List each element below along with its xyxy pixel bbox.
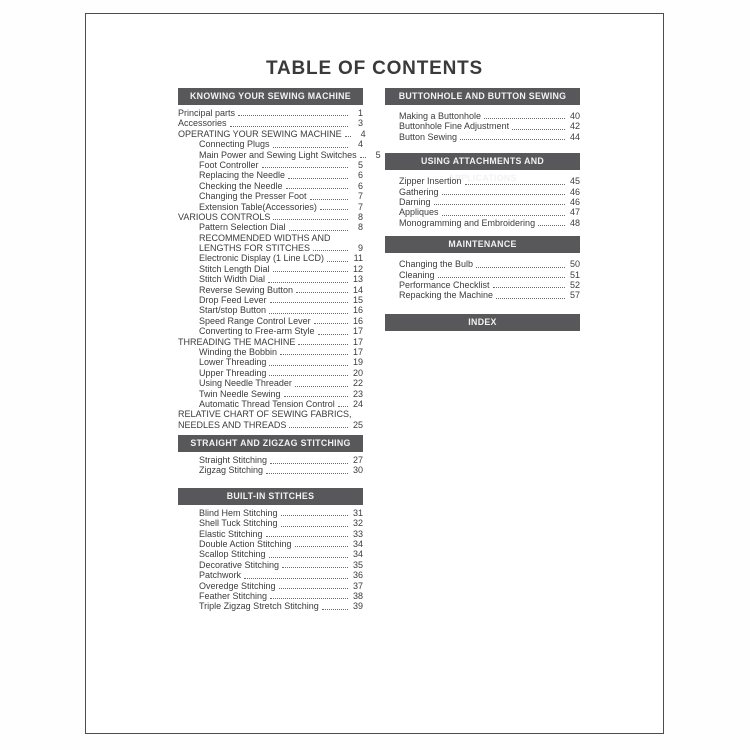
toc-entry xyxy=(178,560,363,570)
section-entries xyxy=(178,455,363,476)
toc-entry xyxy=(178,233,363,243)
toc-entry xyxy=(178,368,363,378)
section-header-bar: BUILT-IN STITCHES xyxy=(178,488,363,505)
toc-entry xyxy=(178,337,363,347)
toc-entry xyxy=(385,111,580,121)
toc-entry xyxy=(178,274,363,284)
toc-entry xyxy=(178,212,363,222)
toc-entry-label: Buttonhole Fine Adjustment xyxy=(399,121,510,132)
toc-entry xyxy=(178,529,363,539)
toc-entry-page-number: 38 xyxy=(352,591,363,601)
dot-leader xyxy=(322,609,348,610)
toc-entry-label: Performance Checklist xyxy=(399,279,490,290)
toc-entry-label: NEEDLES AND THREADS xyxy=(178,419,287,430)
toc-entry-label: Zipper Insertion xyxy=(399,176,462,187)
toc-entry-page-number: 45 xyxy=(569,176,580,187)
toc-entry-page-number: 35 xyxy=(352,559,363,570)
toc-entry-page-number: 7 xyxy=(357,201,363,212)
page-title: TABLE OF CONTENTS xyxy=(266,58,483,79)
toc-entry xyxy=(178,409,363,419)
toc-entry xyxy=(385,218,580,228)
toc-entry-page-number: 4 xyxy=(357,139,363,150)
toc-entry-page-number: 17 xyxy=(352,336,363,347)
section-entries xyxy=(385,259,580,301)
dot-leader xyxy=(270,463,348,464)
dot-leader xyxy=(281,526,348,527)
toc-entry-label: LENGTHS FOR STITCHES xyxy=(199,243,311,254)
toc-entry xyxy=(385,280,580,290)
dot-leader xyxy=(296,292,348,293)
toc-entry xyxy=(178,285,363,295)
dot-leader xyxy=(286,188,348,189)
toc-entry-label: Appliques xyxy=(399,207,439,218)
toc-entry-page-number: 33 xyxy=(352,528,363,539)
toc-section xyxy=(178,88,381,430)
toc-entry-label: Electronic Display (1 Line LCD) xyxy=(199,253,325,264)
dot-leader xyxy=(496,298,565,299)
toc-entry xyxy=(178,128,366,139)
toc-entry-label: Double Action Stitching xyxy=(199,539,292,550)
dot-leader xyxy=(270,302,348,303)
dot-leader xyxy=(269,375,348,376)
toc-entry-label: Changing the Bulb xyxy=(399,259,474,270)
dot-leader xyxy=(266,473,348,474)
toc-entry xyxy=(178,316,363,326)
toc-section xyxy=(385,153,580,228)
toc-section xyxy=(178,435,363,476)
toc-entry-page-number: 17 xyxy=(352,326,363,337)
toc-entry-page-number: 31 xyxy=(352,507,363,518)
toc-entry xyxy=(178,295,363,305)
toc-entry-page-number: 6 xyxy=(357,180,363,191)
toc-entry xyxy=(178,399,363,409)
toc-entry-label: Principal parts xyxy=(178,107,236,118)
toc-entry xyxy=(178,191,363,201)
toc-entry-page-number: 30 xyxy=(352,465,363,476)
toc-entry-page-number: 15 xyxy=(352,295,363,306)
toc-entry-page-number: 22 xyxy=(352,378,363,389)
toc-entry-page-number: 16 xyxy=(352,305,363,316)
toc-entry xyxy=(178,549,363,559)
dot-leader xyxy=(269,365,348,366)
toc-entry-label: Replacing the Needle xyxy=(199,170,286,181)
toc-entry xyxy=(178,181,363,191)
toc-entry-page-number: 6 xyxy=(357,170,363,181)
dot-leader xyxy=(282,567,348,568)
toc-section xyxy=(385,88,580,142)
toc-entry-label: Upper Threading xyxy=(199,367,267,378)
toc-entry-label: OPERATING YOUR SEWING MACHINE xyxy=(178,128,342,139)
toc-entry-label: Straight Stitching xyxy=(199,455,268,466)
toc-entry-label: Reverse Sewing Button xyxy=(199,284,294,295)
toc-entry-page-number: 5 xyxy=(375,149,381,160)
dot-leader xyxy=(476,267,565,268)
toc-entry xyxy=(178,508,363,518)
toc-section xyxy=(385,236,580,301)
section-entries xyxy=(385,111,580,142)
toc-entry-label: Automatic Thread Tension Control xyxy=(199,398,335,409)
toc-entry-page-number: 9 xyxy=(357,243,363,254)
section-header-bar: STRAIGHT AND ZIGZAG STITCHING xyxy=(178,435,363,452)
toc-entry xyxy=(178,357,363,367)
dot-leader xyxy=(318,334,348,335)
dot-leader xyxy=(273,147,348,148)
toc-entry-page-number: 19 xyxy=(352,357,363,368)
manual-toc-page xyxy=(85,13,664,734)
toc-entry-page-number: 44 xyxy=(569,131,580,142)
toc-entry xyxy=(178,581,363,591)
toc-entry-label: Winding the Bobbin xyxy=(199,346,278,357)
toc-entry-label: Connecting Plugs xyxy=(199,139,270,150)
toc-entry-label: RECOMMENDED WIDTHS AND xyxy=(199,232,331,243)
toc-entry xyxy=(178,420,363,430)
toc-entry-page-number: 34 xyxy=(352,539,363,550)
dot-leader xyxy=(327,261,348,262)
toc-entry-label: Gathering xyxy=(399,186,439,197)
toc-entry-page-number: 40 xyxy=(569,110,580,121)
toc-entry xyxy=(385,270,580,280)
dot-leader xyxy=(538,225,565,226)
dot-leader xyxy=(310,199,348,200)
toc-entry xyxy=(385,290,580,300)
toc-entry-label: Monogramming and Embroidering xyxy=(399,217,536,228)
toc-entry-page-number: 25 xyxy=(352,419,363,430)
toc-entry xyxy=(385,132,580,142)
toc-entry-page-number: 23 xyxy=(352,388,363,399)
toc-entry-label: Zigzag Stitching xyxy=(199,465,264,476)
toc-entry-label: Patchwork xyxy=(199,570,242,581)
toc-entry xyxy=(178,222,363,232)
toc-entry xyxy=(178,139,363,149)
toc-entry xyxy=(178,389,363,399)
toc-entry-page-number: 8 xyxy=(357,211,363,222)
toc-entry xyxy=(178,264,363,274)
toc-entry xyxy=(178,202,363,212)
dot-leader xyxy=(442,194,565,195)
dot-leader xyxy=(281,515,348,516)
section-header-bar: KNOWING YOUR SEWING MACHINE xyxy=(178,88,363,105)
dot-leader xyxy=(279,588,348,589)
toc-section xyxy=(178,488,363,612)
toc-entry-label: RELATIVE CHART OF SEWING FABRICS, xyxy=(178,409,352,420)
toc-entry-label: Button Sewing xyxy=(399,131,458,142)
toc-entry-label: Overedge Stitching xyxy=(199,580,276,591)
toc-entry xyxy=(178,378,363,388)
dot-leader xyxy=(295,546,348,547)
toc-entry-page-number: 48 xyxy=(569,217,580,228)
dot-leader xyxy=(493,287,565,288)
toc-entry-page-number: 32 xyxy=(352,518,363,529)
toc-entry xyxy=(385,197,580,207)
toc-entry-page-number: 34 xyxy=(352,549,363,560)
toc-entry-label: Stitch Width Dial xyxy=(199,274,266,285)
toc-entry xyxy=(385,187,580,197)
toc-entry-page-number: 5 xyxy=(357,159,363,170)
dot-leader xyxy=(314,323,348,324)
toc-entry xyxy=(178,160,363,170)
toc-entry-label: Twin Needle Sewing xyxy=(199,388,281,399)
toc-entry-label: Scallop Stitching xyxy=(199,549,266,560)
toc-entry xyxy=(178,170,363,180)
toc-entry-page-number: 4 xyxy=(360,128,366,139)
toc-entry xyxy=(178,601,363,611)
toc-entry-page-number: 51 xyxy=(569,269,580,280)
dot-leader xyxy=(438,277,565,278)
toc-entry-label: Shell Tuck Stitching xyxy=(199,518,278,529)
toc-entry xyxy=(178,466,363,476)
dot-leader xyxy=(269,557,348,558)
toc-column-left xyxy=(178,88,381,612)
dot-leader xyxy=(298,344,348,345)
toc-entry-page-number: 14 xyxy=(352,284,363,295)
dot-leader xyxy=(460,139,565,140)
toc-entry-page-number: 37 xyxy=(352,580,363,591)
toc-entry-label: Triple Zigzag Stretch Stitching xyxy=(199,601,319,612)
toc-entry-page-number: 16 xyxy=(352,315,363,326)
toc-entry-page-number: 24 xyxy=(352,398,363,409)
toc-entry-page-number: 3 xyxy=(357,118,363,129)
toc-entry xyxy=(178,570,363,580)
dot-leader xyxy=(269,313,348,314)
section-header-bar: BUTTONHOLE AND BUTTON SEWING xyxy=(385,88,580,105)
dot-leader xyxy=(289,427,348,428)
toc-column-right xyxy=(385,88,580,337)
toc-entry-label: Elastic Stitching xyxy=(199,528,263,539)
toc-entry-label: Speed Range Control Lever xyxy=(199,315,311,326)
toc-entry-label: Pattern Selection Dial xyxy=(199,222,286,233)
toc-entry xyxy=(178,518,363,528)
toc-entry-page-number: 42 xyxy=(569,121,580,132)
toc-entry-page-number: 57 xyxy=(569,290,580,301)
toc-entry-label: Making a Buttonhole xyxy=(399,110,482,121)
dot-leader xyxy=(288,178,348,179)
dot-leader xyxy=(273,219,348,220)
toc-entry xyxy=(178,149,381,160)
toc-entry-label: Drop Feed Lever xyxy=(199,295,267,306)
dot-leader xyxy=(244,578,348,579)
toc-entry xyxy=(178,591,363,601)
toc-entry-label: Cleaning xyxy=(399,269,435,280)
section-header-bar: INDEX xyxy=(385,314,580,331)
toc-entry-label: Converting to Free-arm Style xyxy=(199,326,315,337)
section-entries xyxy=(178,508,363,612)
dot-leader xyxy=(345,136,351,137)
toc-entry-label: Accessories xyxy=(178,118,227,129)
dot-leader xyxy=(268,282,348,283)
dot-leader xyxy=(262,167,348,168)
dot-leader xyxy=(360,157,366,158)
toc-entry-page-number: 36 xyxy=(352,570,363,581)
dot-leader xyxy=(289,230,348,231)
toc-section xyxy=(385,314,580,331)
toc-entry-page-number: 50 xyxy=(569,259,580,270)
toc-entry-label: Start/stop Button xyxy=(199,305,267,316)
toc-entry-page-number: 12 xyxy=(352,263,363,274)
toc-entry xyxy=(178,108,363,118)
toc-entry-page-number: 20 xyxy=(352,367,363,378)
toc-entry-label: Repacking the Machine xyxy=(399,290,494,301)
dot-leader xyxy=(270,598,348,599)
toc-entry-page-number: 7 xyxy=(357,191,363,202)
dot-leader xyxy=(320,209,348,210)
toc-entry-label: Lower Threading xyxy=(199,357,267,368)
toc-entry xyxy=(178,253,363,263)
toc-entry-label: Feather Stitching xyxy=(199,591,268,601)
toc-entry xyxy=(178,118,363,128)
dot-leader xyxy=(434,204,565,205)
toc-entry-page-number: 46 xyxy=(569,196,580,207)
toc-entry-page-number: 17 xyxy=(352,346,363,357)
toc-entry-label: Checking the Needle xyxy=(199,180,283,191)
dot-leader xyxy=(230,126,348,127)
section-header-bar: USING ATTACHMENTS AND APPLICATIONS xyxy=(385,153,580,170)
toc-entry-label: Foot Controller xyxy=(199,159,259,170)
toc-entry-label: Decorative Stitching xyxy=(199,559,280,570)
toc-entry-label: Changing the Presser Foot xyxy=(199,191,307,202)
toc-entry xyxy=(178,305,363,315)
toc-entry-label: VARIOUS CONTROLS xyxy=(178,211,271,222)
toc-entry xyxy=(178,539,363,549)
toc-entry xyxy=(178,347,363,357)
dot-leader xyxy=(284,396,348,397)
toc-entry xyxy=(385,259,580,269)
dot-leader xyxy=(484,118,565,119)
toc-entry-label: Stitch Length Dial xyxy=(199,263,270,274)
toc-entry-page-number: 1 xyxy=(357,107,363,118)
dot-leader xyxy=(338,406,348,407)
dot-leader xyxy=(295,386,348,387)
section-entries xyxy=(178,107,381,430)
dot-leader xyxy=(238,115,348,116)
toc-entry xyxy=(178,243,363,253)
toc-entry-page-number: 8 xyxy=(357,222,363,233)
toc-entry-label: THREADING THE MACHINE xyxy=(178,336,296,347)
toc-entry xyxy=(385,207,580,217)
toc-entry-page-number: 27 xyxy=(352,455,363,466)
dot-leader xyxy=(280,354,348,355)
toc-entry-page-number: 47 xyxy=(569,207,580,218)
toc-entry xyxy=(178,326,363,336)
section-header-bar: MAINTENANCE xyxy=(385,236,580,253)
dot-leader xyxy=(512,129,565,130)
toc-entry-page-number: 39 xyxy=(352,601,363,612)
toc-entry-page-number: 13 xyxy=(352,274,363,285)
dot-leader xyxy=(442,215,565,216)
dot-leader xyxy=(273,271,348,272)
toc-entry-page-number: 46 xyxy=(569,186,580,197)
toc-entry-page-number: 11 xyxy=(353,253,363,264)
dot-leader xyxy=(313,250,348,251)
dot-leader xyxy=(465,184,565,185)
toc-entry xyxy=(385,121,580,131)
toc-entry-page-number: 52 xyxy=(569,279,580,290)
dot-leader xyxy=(266,536,348,537)
section-entries xyxy=(385,176,580,228)
toc-entry-label: Main Power and Sewing Light Switches xyxy=(199,149,357,160)
toc-entry xyxy=(178,455,363,465)
toc-entry-label: Using Needle Threader xyxy=(199,378,292,389)
toc-entry-label: Extension Table(Accessories) xyxy=(199,201,317,212)
toc-entry-label: Darning xyxy=(399,196,431,207)
toc-entry-label: Blind Hem Stitching xyxy=(199,507,278,518)
